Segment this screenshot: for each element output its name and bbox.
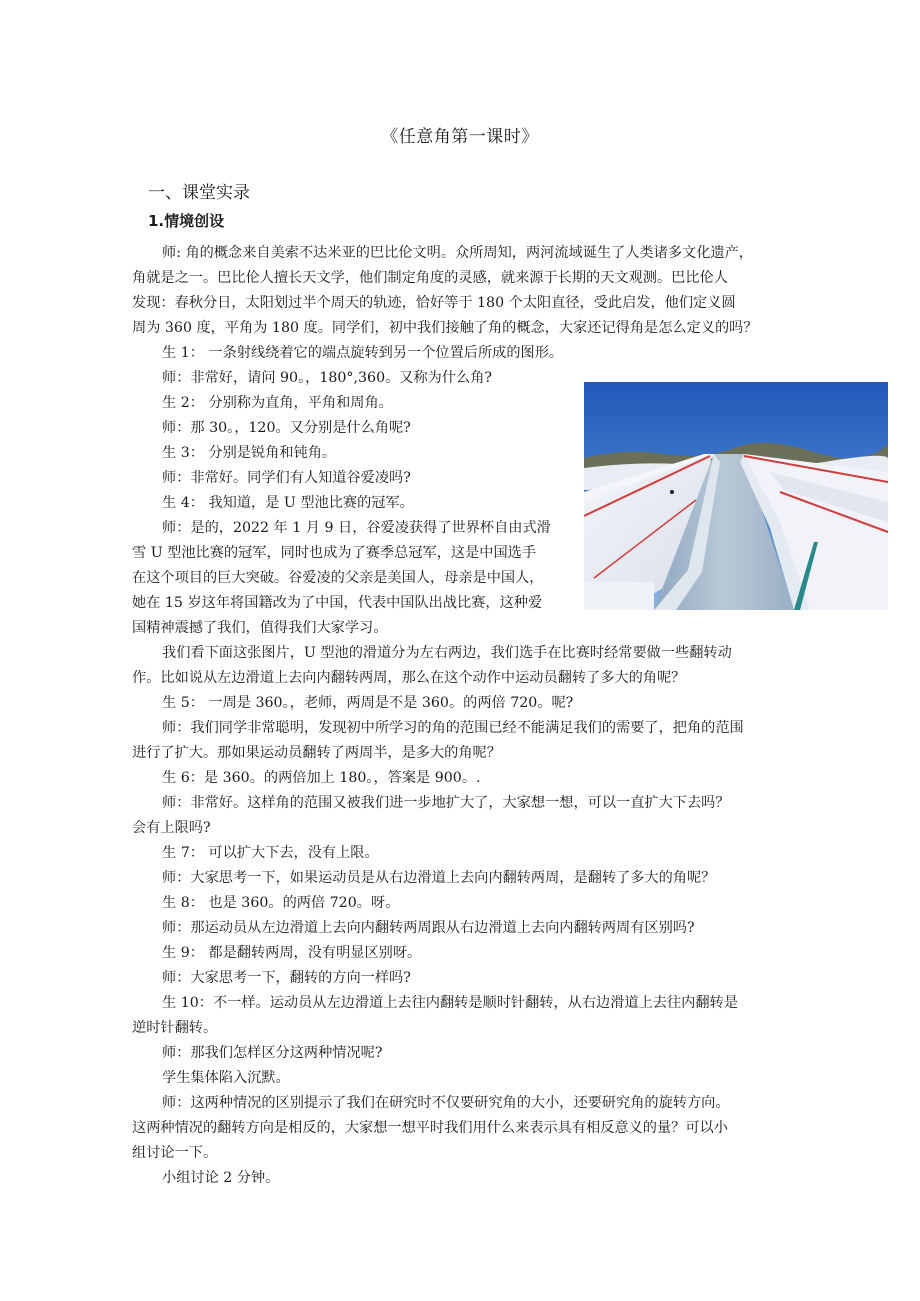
paragraph-line: 师：大家思考一下，如果运动员是从右边滑道上去向内翻转两周，是翻转了多大的角呢？ xyxy=(162,870,716,886)
paragraph-line: 生 5： 一周是 360。，老师，两周是不是 360。的两倍 720。呢? xyxy=(162,695,574,711)
paragraph-line: 生 3： 分别是锐角和钝角。 xyxy=(162,445,337,461)
section-heading: 一、课堂实录 xyxy=(148,183,250,203)
document-title: 《任意角第一课时》 xyxy=(381,127,539,147)
paragraph-line: 师：这两种情况的区别提示了我们在研究时不仅要研究角的大小，还要研究角的旋转方向。 xyxy=(162,1095,730,1111)
paragraph-line: 逆时针翻转。 xyxy=(132,1020,218,1036)
paragraph-line: 作。比如说从左边滑道上去向内翻转两周，那么在这个动作中运动员翻转了多大的角呢？ xyxy=(132,670,686,686)
paragraph-line: 小组讨论 2 分钟。 xyxy=(162,1170,280,1186)
paragraph-line: 在这个项目的巨大突破。谷爱凌的父亲是美国人，母亲是中国人， xyxy=(132,570,544,586)
paragraph-line: 角就是之一。巴比伦人擅长天文学，他们制定角度的灵感，就来源于长期的天文观测。巴比伦人 xyxy=(132,270,728,286)
paragraph-line: 师：非常好，请问 90。，180°,360。又称为什么角? xyxy=(162,370,493,386)
paragraph-line: 这两种情况的翻转方向是相反的，大家想一想平时我们用什么来表示具有相反意义的量？可以小 xyxy=(132,1120,728,1136)
paragraph-line: 生 10：不一样。运动员从左边滑道上去往内翻转是顺时针翻转，从右边滑道上去往内翻转是 xyxy=(162,995,738,1011)
paragraph-line: 生 8： 也是 360。的两倍 720。呀。 xyxy=(162,895,400,911)
paragraph-line: 师：那 30。，120。又分别是什么角呢? xyxy=(162,420,411,436)
paragraph-line: 生 9： 都是翻转两周，没有明显区别呀。 xyxy=(162,945,422,961)
paragraph-line: 周为 360 度，平角为 180 度。同学们，初中我们接触了角的概念，大家还记得角是怎么定义的吗？ xyxy=(132,320,758,336)
paragraph-line: 生 4： 我知道，是 U 型池比赛的冠军。 xyxy=(162,495,414,511)
paragraph-line: 生 7： 可以扩大下去，没有上限。 xyxy=(162,845,379,861)
paragraph-line: 她在 15 岁这年将国籍改为了中国，代表中国队出战比赛，这种爱 xyxy=(132,595,543,611)
paragraph-line: 组讨论一下。 xyxy=(132,1145,218,1161)
paragraph-line: 师：我们同学非常聪明，发现初中所学习的角的范围已经不能满足我们的需要了，把角的范围 xyxy=(162,720,744,736)
paragraph-line: 生 6：是 360。的两倍加上 180。，答案是 900。. xyxy=(162,770,481,786)
paragraph-line: 会有上限吗? xyxy=(132,820,211,836)
halfpipe-photo xyxy=(584,382,888,610)
paragraph-line: 生 2： 分别称为直角，平角和周角。 xyxy=(162,395,393,411)
paragraph-line: 师：是的，2022 年 1 月 9 日，谷爱凌获得了世界杯自由式滑 xyxy=(162,520,551,536)
paragraph-line: 师: 角的概念来自美索不达米亚的巴比伦文明。众所周知，两河流域诞生了人类诸多文化遗产， xyxy=(162,245,753,261)
paragraph-line: 师：那运动员从左边滑道上去向内翻转两周跟从右边滑道上去向内翻转两周有区别吗? xyxy=(162,920,695,936)
paragraph-line: 师：非常好。同学们有人知道谷爱凌吗? xyxy=(162,470,411,486)
paragraph-line: 生 1： 一条射线绕着它的端点旋转到另一个位置后所成的图形。 xyxy=(162,345,564,361)
paragraph-line: 我们看下面这张图片，U 型池的滑道分为左右两边，我们选手在比赛时经常要做一些翻转动 xyxy=(162,645,732,661)
paragraph-line: 雪 U 型池比赛的冠军，同时也成为了赛季总冠军，这是中国选手 xyxy=(132,545,537,561)
paragraph-line: 国精神震撼了我们，值得我们大家学习。 xyxy=(132,620,388,636)
paragraph-line: 发现：春秋分日，太阳划过半个周天的轨迹，恰好等于 180 个太阳直径，受此启发，他们定义圆 xyxy=(132,295,736,311)
paragraph-line: 师：大家思考一下，翻转的方向一样吗? xyxy=(162,970,411,986)
sub-heading: 1.情境创设 xyxy=(148,212,225,230)
paragraph-line: 进行了扩大。那如果运动员翻转了两周半，是多大的角呢？ xyxy=(132,745,501,761)
paragraph-line: 师：非常好。这样角的范围又被我们进一步地扩大了，大家想一想，可以一直扩大下去吗？ xyxy=(162,795,730,811)
paragraph-line: 学生集体陷入沉默。 xyxy=(162,1070,290,1086)
paragraph-line: 师：那我们怎样区分这两种情况呢? xyxy=(162,1045,383,1061)
